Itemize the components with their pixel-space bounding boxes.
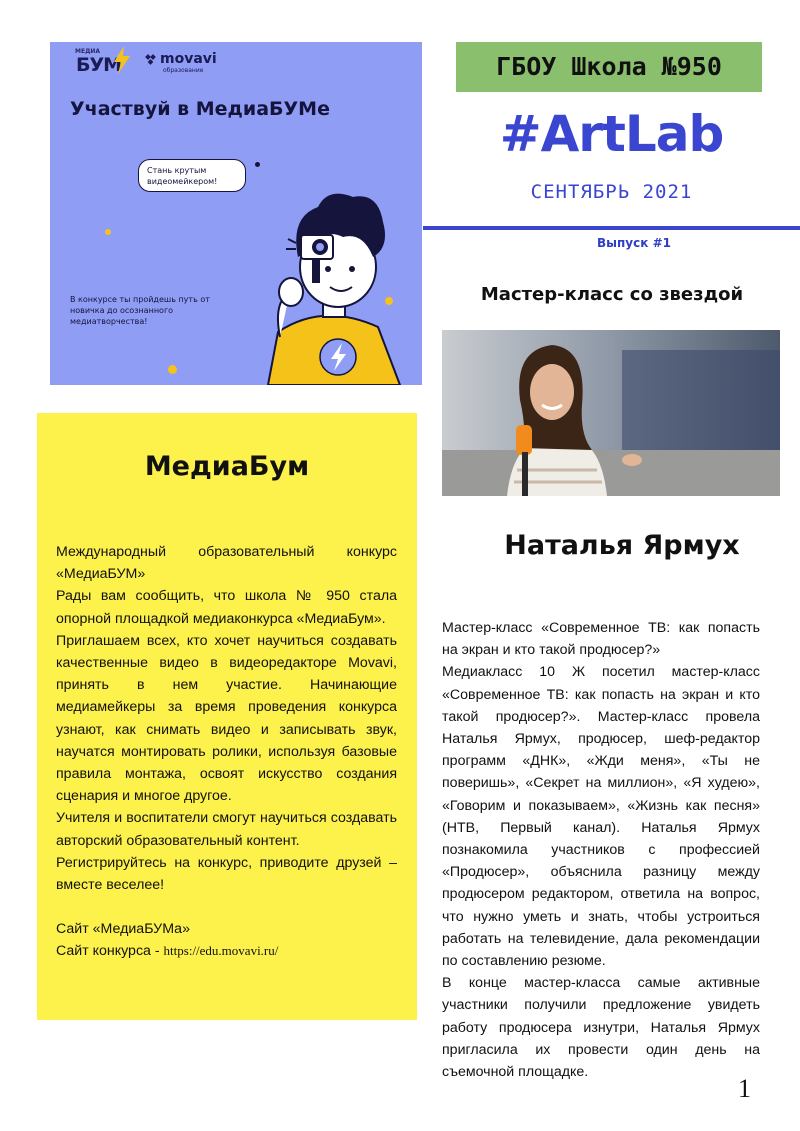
issue-number: Выпуск #1	[597, 236, 671, 250]
poster-image	[50, 42, 422, 385]
poster-caption: В конкурсе ты пройдешь путь от новичка до осознанного медиатворчества!	[70, 295, 210, 326]
reporter-photo-illustration	[442, 330, 780, 496]
movavi-subtitle: образование	[163, 67, 204, 74]
lightning-icon	[112, 46, 132, 74]
poster-headline: Участвуй в МедиаБУМе	[70, 98, 330, 120]
reporter-photo	[442, 330, 780, 496]
mediabum-logo: БУМ	[76, 54, 122, 76]
movavi-logo-icon	[145, 54, 157, 66]
dot-decoration	[168, 365, 177, 374]
mediabum-paragraph: Регистрируйтесь на конкурс, приводите друзей – вместе веселее!	[56, 854, 397, 894]
article-text	[442, 617, 760, 1083]
dot-decoration	[105, 229, 111, 235]
issue-month: СЕНТЯБРЬ 2021	[530, 181, 693, 203]
contest-label: Сайт конкурса -	[56, 943, 164, 960]
mediabum-paragraph: Рады вам сообщить, что школа № 950 стала опорной площадкой медиаконкурса «МедиаБум».	[56, 588, 397, 627]
videomaker-illustration	[228, 177, 422, 385]
school-name-banner: ГБОУ Школа №950	[456, 42, 762, 92]
spacer	[56, 896, 397, 918]
mediabum-logo-small: МЕДИА	[75, 48, 101, 55]
article-paragraph: Медиакласс 10 Ж посетил мастер-класс «Современное ТВ: как попасть на экран и кто такой продюсер?». Мастер-класс провела Наталья Ярмух, продюсер, шеф-редактор программ «ДНК», «Жди меня», «Ты не поверишь», «Секрет на миллион», «Я худею», «Говорим и показываем», «Жизнь как песня» (НТВ, Первый канал). Наталья Ярмух познакомила участников с профессией «Продюсер», объяснила разницу между продюсером редактором, ответила на вопрос, что нужно уметь и знать, чтобы устроиться работать на телевидение, дала рекомендации по составлению резюме.	[442, 664, 760, 970]
guest-name: Наталья Ярмух	[504, 530, 740, 561]
header-divider	[423, 226, 800, 230]
dot-decoration	[255, 162, 260, 167]
section-title: Мастер-класс со звездой	[480, 284, 744, 305]
contest-url-link[interactable]: https://edu.movavi.ru/	[163, 943, 279, 959]
site-label: Сайт «МедиаБУМа»	[56, 921, 190, 938]
mediabum-text	[56, 541, 397, 963]
mediabum-title: МедиаБум	[144, 451, 310, 482]
mediabum-paragraph: Учителя и воспитатели смогут научиться создавать авторский образовательный контент.	[56, 810, 397, 849]
article-paragraph: В конце мастер-класса самые активные участники получили предложение увидеть работу продюсера изнутри, Наталья Ярмух пригласила их провести один день на съемочной площадке.	[442, 975, 760, 1081]
page-number: 1	[738, 1074, 751, 1103]
mediabum-paragraph: Международный образовательный конкурс «МедиаБУМ»	[56, 544, 397, 583]
newsletter-title: #ArtLab	[499, 105, 724, 163]
mediabum-paragraph: Приглашаем всех, кто хочет научиться создавать качественные видео в видеоредакторе Movavi, принять в нем участие. Начинающие медиамейкеры за время проведения конкурса узнают, как снимать видео и записывать звук, научатся монтировать ролики, используя базовые правила монтажа, освоят искусство создания сценария и многое другое.	[56, 632, 397, 805]
movavi-logo: movavi	[160, 51, 217, 67]
contest-site-line	[56, 940, 397, 962]
speech-bubble: Стань крутым видеомейкером!	[138, 159, 246, 192]
mediabum-info-box	[37, 413, 417, 1020]
article-paragraph: Мастер-класс «Современное ТВ: как попасть на экран и кто такой продюсер?»	[442, 620, 760, 659]
